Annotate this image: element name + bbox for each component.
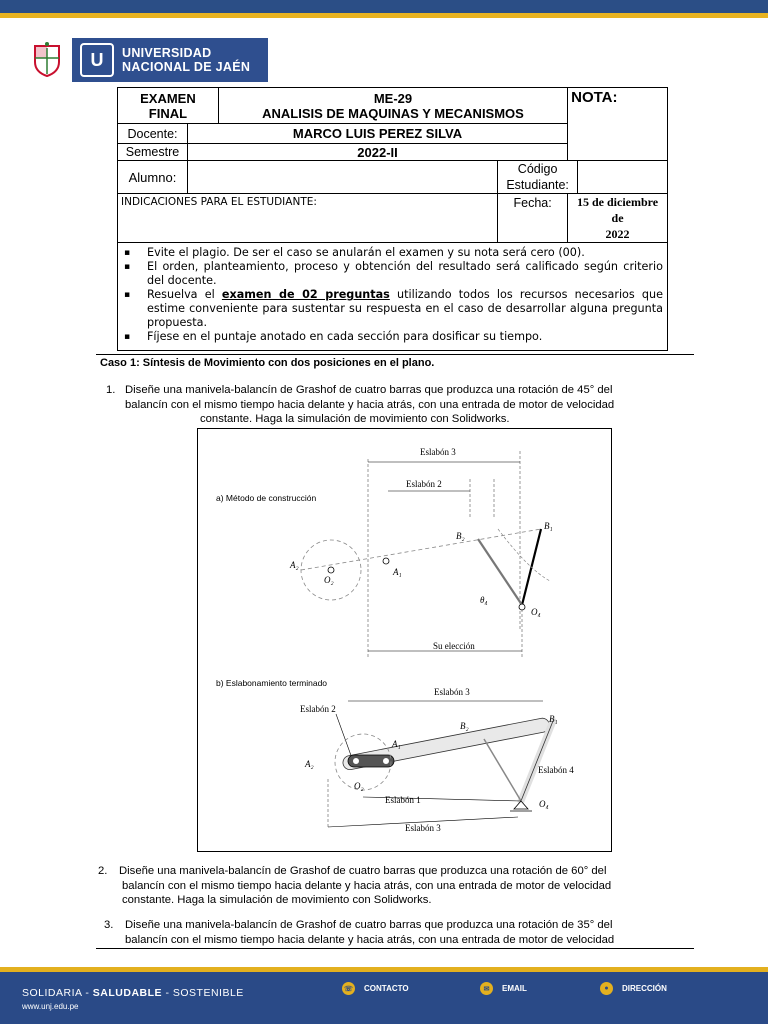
fig-o2-label: O₂: [324, 575, 334, 585]
university-logo: [22, 38, 268, 82]
section-divider: [96, 354, 694, 355]
page-bottom-rule: [96, 948, 694, 949]
footer-stripe: [0, 967, 768, 972]
exam-type-1: EXAMEN: [140, 90, 196, 106]
footer-website[interactable]: www.unj.edu.pe: [22, 1002, 79, 1011]
top-color-bar: [0, 0, 768, 18]
footer-direccion-link[interactable]: ● DIRECCIÓN: [600, 982, 667, 995]
exam-type-2: FINAL: [148, 105, 188, 121]
page-footer: [0, 967, 768, 1024]
fig-eslabon4: Eslabón 4: [538, 765, 574, 775]
semestre-label: Semestre: [125, 145, 180, 159]
fig-a1-label-b: A₁: [392, 739, 401, 749]
unj-monogram-icon: U: [80, 43, 114, 77]
instructions-list: [121, 246, 663, 344]
phone-icon: ☏: [342, 982, 355, 995]
linkage-figure: [197, 428, 612, 852]
q3-line-1: Diseñe una manivela-balancín de Grashof de cuatro barras que produzca una rotación de 35° del: [125, 919, 613, 931]
nota-label: NOTA:: [571, 89, 618, 106]
footer-tagline: SOLIDARIA - SALUDABLE - SOSTENIBLE: [22, 987, 244, 999]
fig-part-b-title: b) Eslabonamiento terminado: [216, 678, 328, 688]
instruction-emphasis: examen de 02 preguntas: [221, 288, 390, 301]
instruction-item: ▪ Resuelva el examen de 02 preguntas utilizando todos los recursos necesarios que estime conveniente para sustentar su respuesta en el caso de desarrollar alguna pregunta propuesta.: [121, 288, 663, 330]
fig-b1-label: B₁: [544, 521, 553, 531]
caso-1-title: Caso 1: Síntesis de Movimiento con dos posiciones en el plano.: [100, 357, 435, 369]
q1-line-1: Diseñe una manivela-balancín de Grashof de cuatro barras que produzca una rotación de 45° del: [125, 384, 613, 396]
fig-a1-label: A₁: [393, 567, 402, 577]
instruction-item: ▪ Evite el plagio. De ser el caso se anularán el examen y su nota será cero (00).: [121, 246, 663, 260]
q1-number: 1.: [106, 384, 116, 396]
alumno-label: Alumno:: [128, 169, 177, 185]
exam-header-table: [117, 87, 668, 351]
docente-label: Docente:: [127, 126, 178, 141]
fig-theta4-label: θ₄: [480, 595, 488, 605]
fig-eslabon3-mid: Eslabón 3: [434, 687, 470, 697]
footer-email-link[interactable]: ✉ EMAIL: [480, 982, 527, 995]
codigo-label-1: Código: [517, 162, 558, 176]
q1-line-2: balancín con el mismo tiempo hacia delante y hacia atrás, con una entrada de motor de velocidad: [125, 399, 615, 411]
fig-o4-label-b: O₄: [539, 799, 549, 809]
indicaciones-label: INDICACIONES PARA EL ESTUDIANTE:: [121, 196, 317, 208]
mail-icon: ✉: [480, 982, 493, 995]
course-name: ANALISIS DE MAQUINAS Y MECANISMOS: [262, 105, 524, 121]
fig-b1-label-b: B₁: [549, 714, 558, 724]
q1-line-3: constante. Haga la simulación de movimiento con Solidworks.: [200, 413, 510, 425]
fecha-value-2: 2022: [605, 227, 630, 241]
codigo-field[interactable]: [578, 161, 668, 194]
q2-number: 2.: [98, 865, 108, 877]
logo-line-1: UNIVERSIDAD: [122, 46, 212, 60]
instruction-item: ▪ El orden, planteamiento, proceso y obtención del resultado será calificado según criterio del docente.: [121, 260, 663, 288]
fig-part-a-title: a) Método de construcción: [216, 493, 317, 503]
fig-eslabon2-a: Eslabón 2: [406, 479, 442, 489]
docente-value: MARCO LUIS PEREZ SILVA: [292, 126, 463, 141]
fig-o2-label-b: O₂: [354, 781, 364, 791]
alumno-field[interactable]: [187, 161, 497, 194]
course-code: ME-29: [373, 90, 413, 106]
fig-a2-label-b: A₂: [305, 759, 314, 769]
fig-a2-label: A₂: [290, 560, 299, 570]
logo-line-2: NACIONAL DE JAÉN: [122, 60, 251, 74]
fig-eslabon3-bottom: Eslabón 3: [405, 823, 441, 833]
q2-line-3: constante. Haga la simulación de movimiento con Solidworks.: [122, 894, 432, 906]
location-pin-icon: ●: [600, 982, 613, 995]
fig-eslabon3-top: Eslabón 3: [420, 447, 456, 457]
footer-contacto-link[interactable]: ☏ CONTACTO: [342, 982, 409, 995]
fecha-label: Fecha:: [513, 196, 552, 210]
semestre-value: 2022-II: [357, 144, 398, 160]
fig-su-eleccion: Su elección: [433, 641, 475, 651]
fig-eslabon1: Eslabón 1: [385, 795, 421, 805]
fig-b2-label-b: B₂: [460, 721, 469, 731]
codigo-label-2: Estudiante:: [506, 178, 569, 192]
fig-eslabon2-b: Eslabón 2: [300, 704, 336, 714]
q3-number: 3.: [104, 919, 114, 931]
coat-of-arms-icon: [22, 38, 72, 82]
q2-line-2: balancín con el mismo tiempo hacia delante y hacia atrás, con una entrada de motor de velocidad: [122, 880, 612, 892]
instruction-item: ▪ Fíjese en el puntaje anotado en cada sección para dosificar su tiempo.: [121, 330, 663, 344]
q3-line-2: balancín con el mismo tiempo hacia delante y hacia atrás, con una entrada de motor de velocidad: [125, 934, 615, 946]
fig-o4-label: O₄: [531, 607, 541, 617]
fecha-value-1: 15 de diciembre de: [577, 195, 659, 225]
fig-b2-label: B₂: [456, 531, 465, 541]
q2-line-1: Diseñe una manivela-balancín de Grashof de cuatro barras que produzca una rotación de 60° del: [119, 865, 607, 877]
